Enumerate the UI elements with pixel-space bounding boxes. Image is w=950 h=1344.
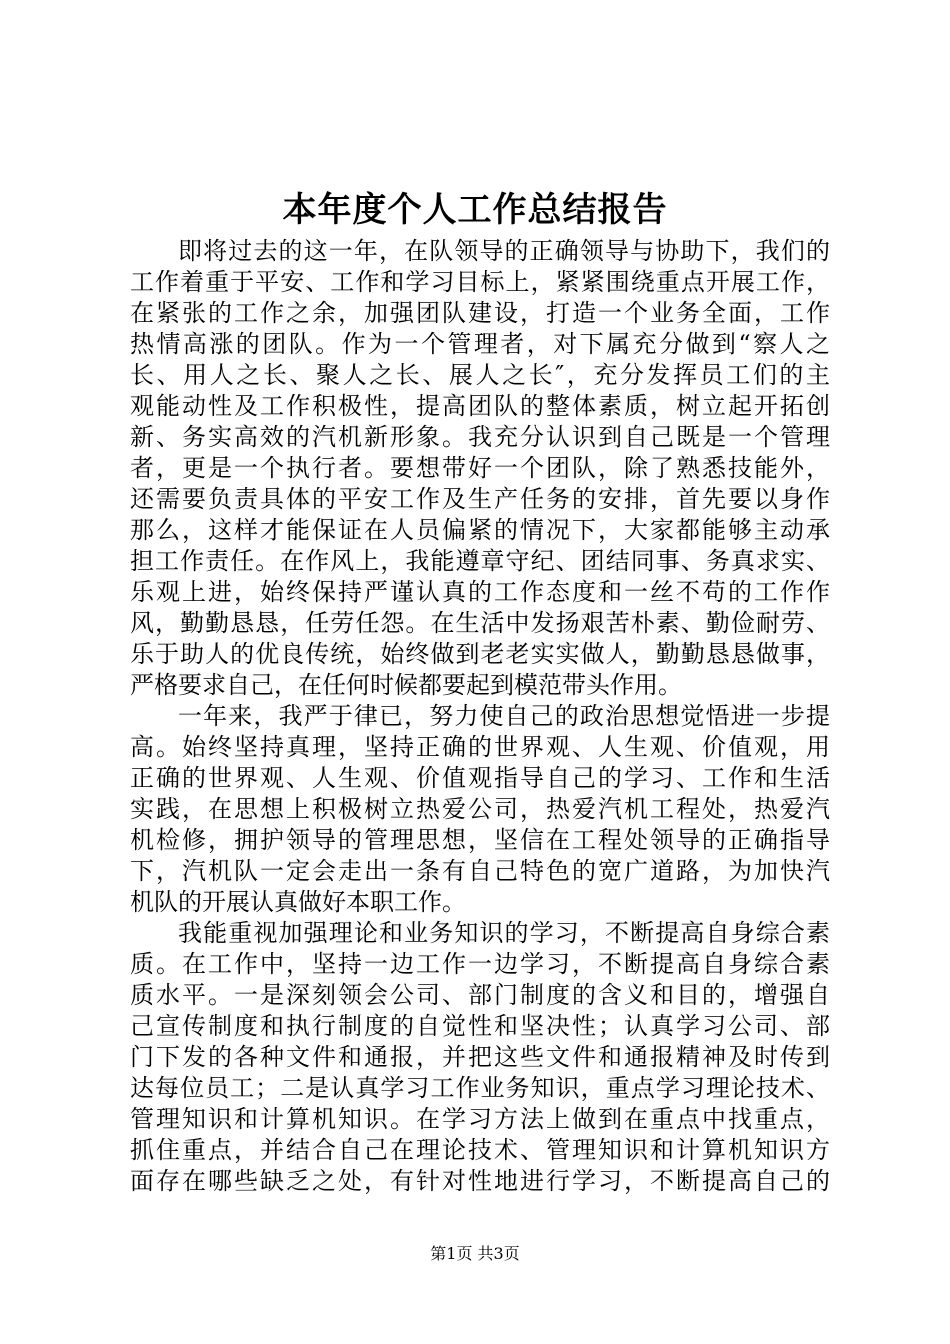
text-line: 还需要负责具体的平安工作及生产任务的安排，首先要以身作 xyxy=(130,485,830,513)
document-body xyxy=(130,236,830,1197)
text-line: 长、用人之长、聚人之长、展人之长″，充分发挥员工们的主 xyxy=(130,361,830,389)
text-line: 在紧张的工作之余，加强团队建设，打造一个业务全面，工作 xyxy=(130,299,830,327)
text-line: 己宣传制度和执行制度的自觉性和坚决性；认真学习公司、部 xyxy=(130,1012,830,1040)
document-title: 本年度个人工作总结报告 xyxy=(282,190,668,230)
text-line: 达每位员工；二是认真学习工作业务知识，重点学习理论技术、 xyxy=(130,1074,830,1102)
text-line: 下，汽机队一定会走出一条有自己特色的宽广道路，为加快汽 xyxy=(130,857,830,885)
text-line: 担工作责任。在作风上，我能遵章守纪、团结同事、务真求实、 xyxy=(130,547,830,575)
text-line: 观能动性及工作积极性，提高团队的整体素质，树立起开拓创 xyxy=(130,392,830,420)
page-number: 第1页 共3页 xyxy=(430,1244,520,1263)
text-line: 机检修，拥护领导的管理思想，坚信在工程处领导的正确指导 xyxy=(130,826,830,854)
text-line: 工作着重于平安、工作和学习目标上，紧紧围绕重点开展工作， xyxy=(130,268,830,296)
text-line: 严格要求自己，在任何时候都要起到模范带头作用。 xyxy=(130,671,682,699)
text-line: 一年来，我严于律已，努力使自己的政治思想觉悟进一步提 xyxy=(178,702,830,730)
text-line: 乐于助人的优良传统，始终做到老老实实做人，勤勤恳恳做事， xyxy=(130,640,830,668)
text-line: 者，更是一个执行者。要想带好一个团队，除了熟悉技能外， xyxy=(130,454,830,482)
text-line: 门下发的各种文件和通报，并把这些文件和通报精神及时传到 xyxy=(130,1043,830,1071)
text-line: 我能重视加强理论和业务知识的学习，不断提高自身综合素 xyxy=(178,919,830,947)
text-line: 高。始终坚持真理，坚持正确的世界观、人生观、价值观，用 xyxy=(130,733,830,761)
text-line: 实践，在思想上积极树立热爱公司，热爱汽机工程处，热爱汽 xyxy=(130,795,830,823)
text-line: 机队的开展认真做好本职工作。 xyxy=(130,888,466,916)
text-line: 质。在工作中，坚持一边工作一边学习，不断提高自身综合素 xyxy=(130,950,830,978)
text-line: 热情高涨的团队。作为一个管理者，对下属充分做到“察人之 xyxy=(130,330,830,358)
text-line: 风，勤勤恳恳，任劳任怨。在生活中发扬艰苦朴素、勤俭耐劳、 xyxy=(130,609,830,637)
text-line: 乐观上进，始终保持严谨认真的工作态度和一丝不苟的工作作 xyxy=(130,578,830,606)
text-line: 面存在哪些缺乏之处，有针对性地进行学习，不断提高自己的 xyxy=(130,1167,830,1195)
text-line: 质水平。一是深刻领会公司、部门制度的含义和目的，增强自 xyxy=(130,981,830,1009)
text-line: 新、务实高效的汽机新形象。我充分认识到自己既是一个管理 xyxy=(130,423,830,451)
text-line: 那么，这样才能保证在人员偏紧的情况下，大家都能够主动承 xyxy=(130,516,830,544)
text-line: 正确的世界观、人生观、价值观指导自己的学习、工作和生活 xyxy=(130,764,830,792)
text-line: 即将过去的这一年，在队领导的正确领导与协助下，我们的 xyxy=(178,237,830,265)
text-line: 抓住重点，并结合自己在理论技术、管理知识和计算机知识方 xyxy=(130,1136,830,1164)
text-line: 管理知识和计算机知识。在学习方法上做到在重点中找重点， xyxy=(130,1105,830,1133)
